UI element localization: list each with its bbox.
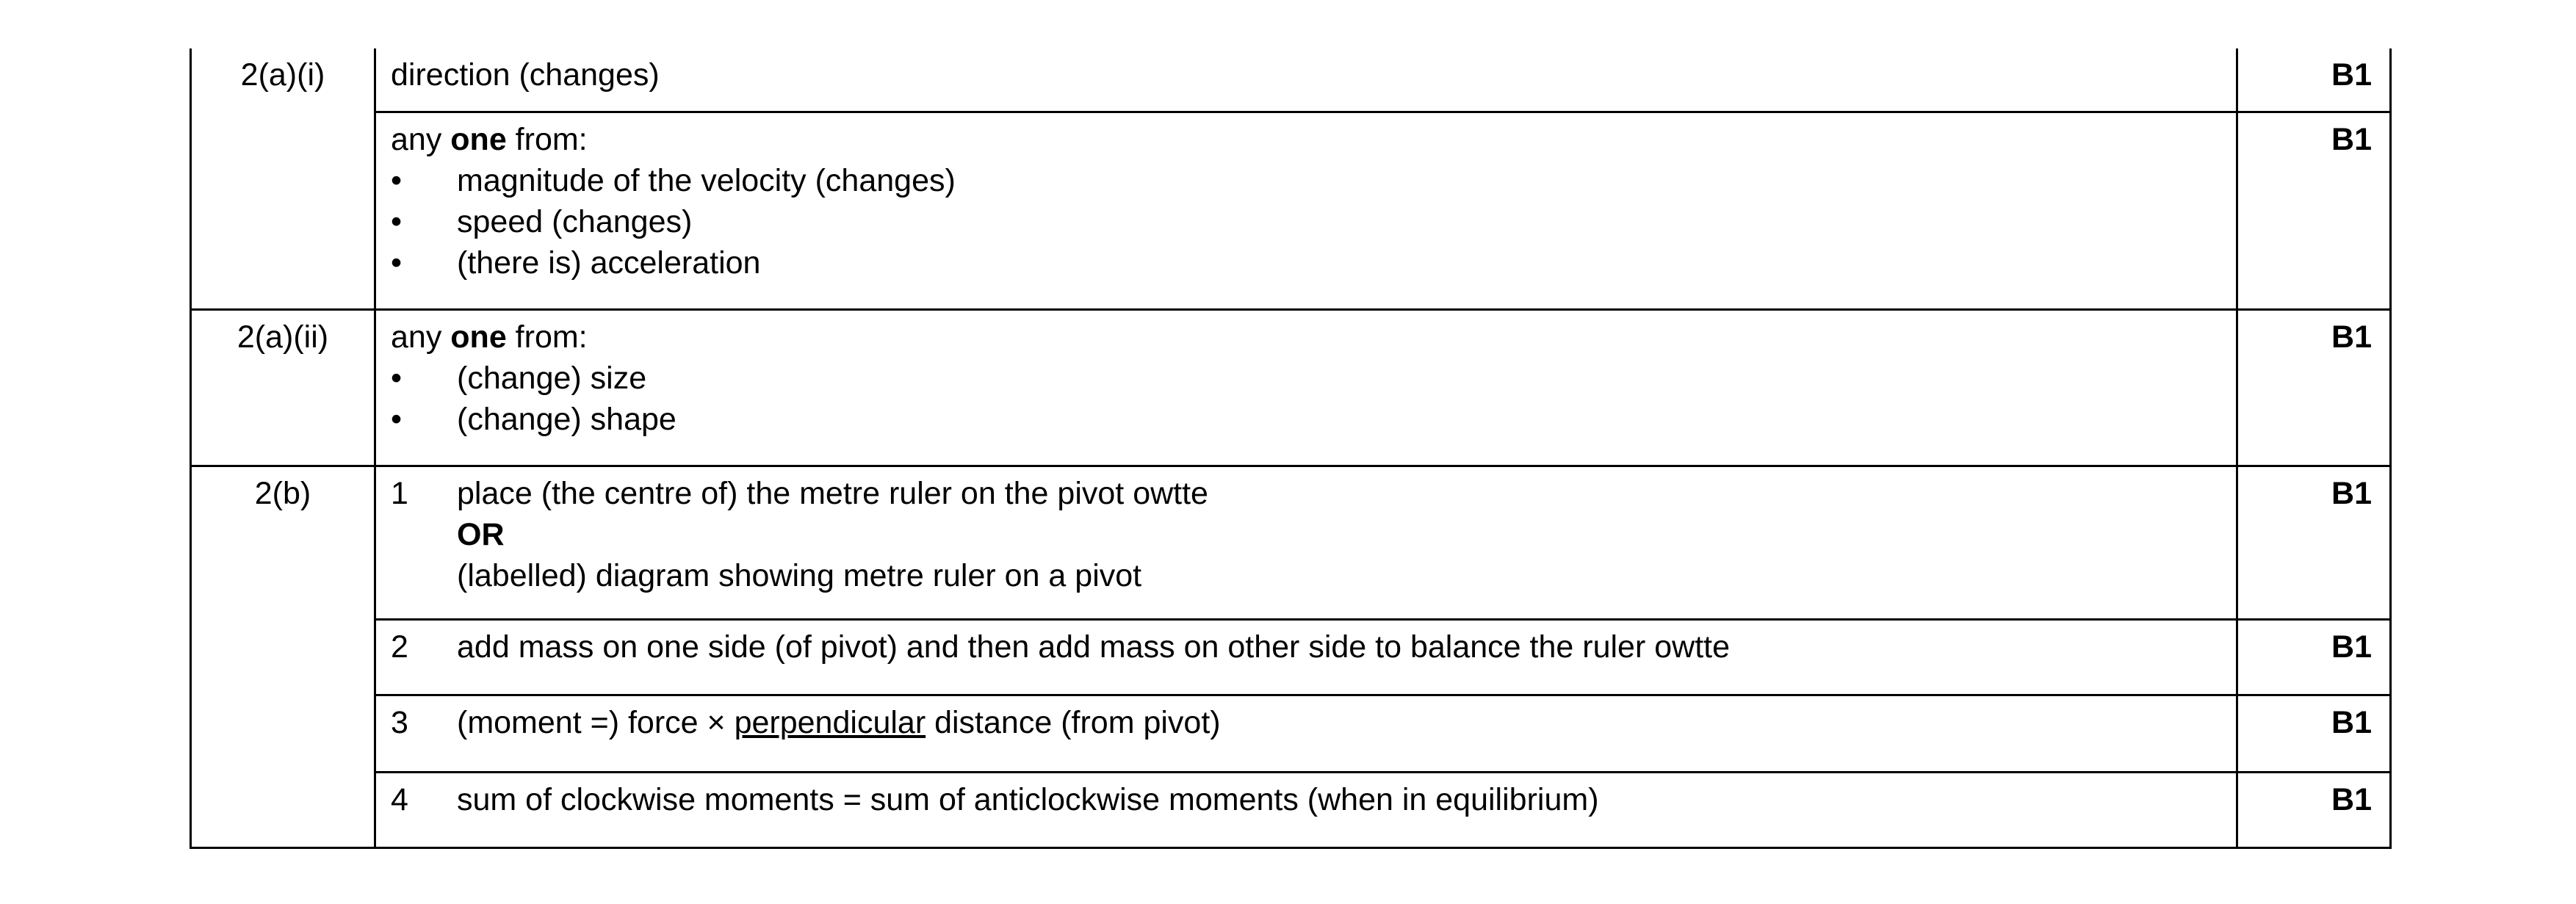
bullet-icon: • [391,401,403,437]
point-text: sum of clockwise moments = sum of anticlockwise moments (when in equilibrium) [457,781,1599,817]
mark-cell [2237,309,2391,466]
answer-cell [375,48,2237,112]
answer-cell [375,309,2237,466]
mark-value: B1 [2331,475,2372,511]
point-number: 2 [391,629,408,665]
question-number-cell [191,466,375,847]
bullet-item: • magnitude of the velocity (changes) [391,160,2221,201]
table-row [191,48,2391,112]
question-number: 2(b) [254,475,311,511]
answer-cell [375,112,2237,309]
answer-cell [375,619,2237,695]
question-number: 2(a)(ii) [237,319,329,355]
mark-cell [2237,112,2391,309]
question-number: 2(a)(i) [240,57,325,93]
point-number: 3 [391,705,408,741]
mark-value: B1 [2331,57,2372,93]
underlined-term: perpendicular [734,705,926,741]
mark-value: B1 [2331,121,2372,157]
bullet-item: • (change) size [391,358,2221,399]
table-row [191,619,2391,695]
mark-cell [2237,619,2391,695]
bullet-icon: • [391,245,403,281]
table-row [191,309,2391,466]
mark-cell [2237,48,2391,112]
point-number: 4 [391,781,408,817]
answer-text: direction (changes) [391,57,660,93]
mark-scheme-table [190,48,2392,849]
answer-cell [375,772,2237,847]
numbered-point [391,779,2221,820]
answer-cell [375,466,2237,619]
mark-cell [2237,772,2391,847]
point-text: (labelled) diagram showing metre ruler on a pivot [457,557,1142,593]
table-row [191,466,2391,619]
mark-value: B1 [2331,781,2372,817]
numbered-point [391,626,2221,668]
table-row [191,772,2391,847]
bullet-item: • speed (changes) [391,201,2221,242]
answer-intro: any one from: [391,121,588,157]
emphasis-one: one [450,319,507,355]
bullet-icon: • [391,360,403,396]
question-number-cell [191,309,375,466]
bullet-item: • (change) shape [391,399,2221,440]
or-separator: OR [457,516,505,552]
answer-cell [375,695,2237,772]
point-number: 1 [391,475,408,511]
table-row [191,112,2391,309]
mark-value: B1 [2331,319,2372,355]
table-row [191,695,2391,772]
mark-cell [2237,695,2391,772]
bullet-icon: • [391,162,403,198]
mark-value: B1 [2331,629,2372,665]
point-text: place (the centre of) the metre ruler on the pivot owtte [457,475,1208,511]
mark-cell [2237,466,2391,619]
point-text: (moment =) force × perpendicular distance (from pivot) [457,705,1221,741]
numbered-point [391,473,2221,596]
bullet-icon: • [391,203,403,239]
emphasis-one: one [450,121,507,157]
point-text: add mass on one side (of pivot) and then add mass on other side to balance the ruler owtte [457,629,1730,665]
question-number-cell [191,48,375,309]
bullet-item: • (there is) acceleration [391,242,2221,283]
answer-intro: any one from: [391,319,588,355]
mark-value: B1 [2331,705,2372,741]
numbered-point [391,702,2221,743]
